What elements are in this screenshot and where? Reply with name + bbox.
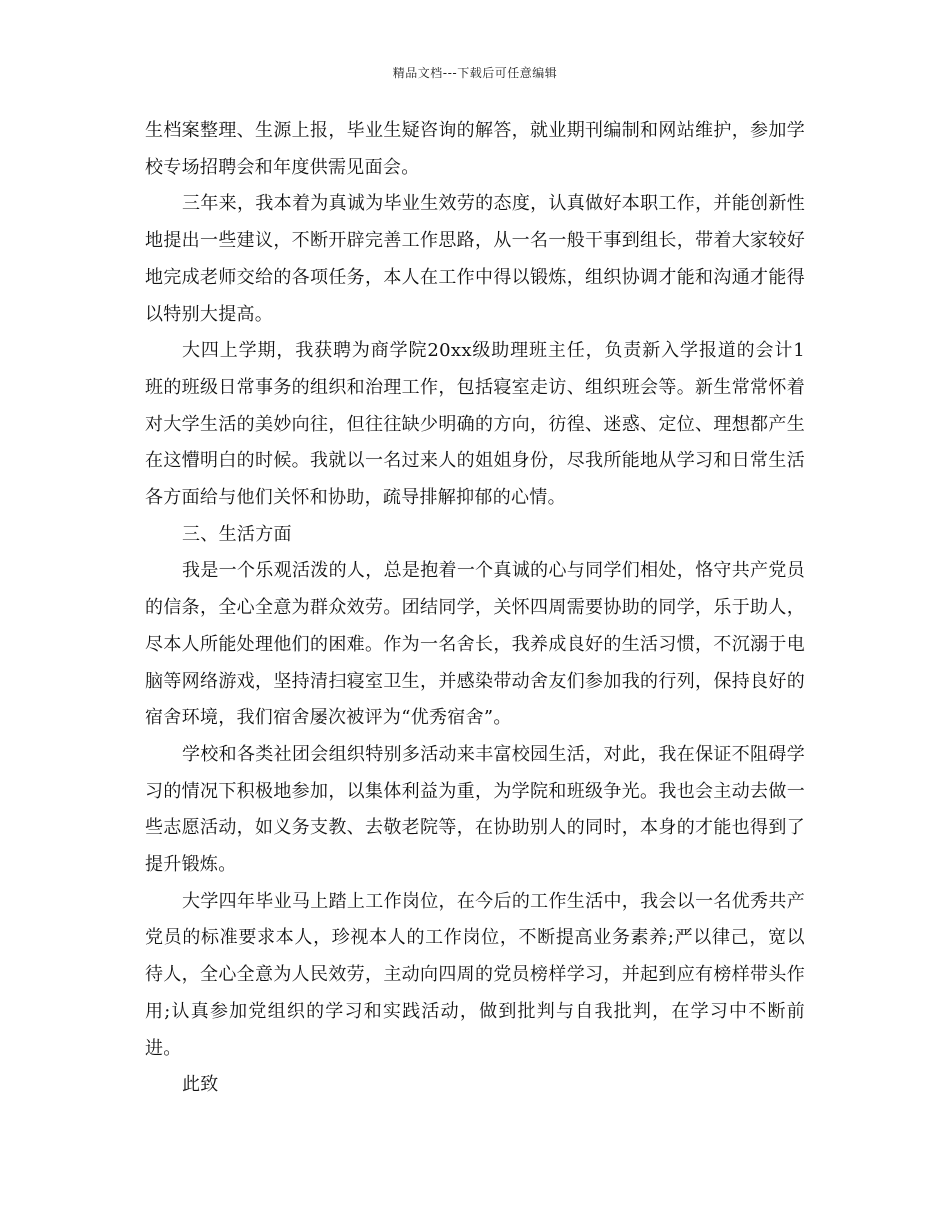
page-header: 精品文档---下载后可任意编辑 [392, 66, 558, 80]
section-heading-life: 三、生活方面 [182, 523, 292, 545]
paragraph-work-summary: 三年来，我本着为真诚为毕业生效劳的态度，认真做好本职工作，并能创新性地提出一些建议，不断开辟完善工作思路，从一名一般干事到组长，带着大家较好地完成老师交给的各项任务，本人在工作中得以锻炼，组织协调才能和沟通才能得以特别大提高。 [145, 193, 805, 325]
paragraph-future-plans: 大学四年毕业马上踏上工作岗位，在今后的工作生活中，我会以一名优秀共产党员的标准要求本人，珍视本人的工作岗位，不断提高业务素养;严以律己，宽以待人，全心全意为人民效劳，主动向四周的党员榜样学习，并起到应有榜样带头作用;认真参加党组织的学习和实践活动，做到批判与自我批判，在学习中不断前进。 [145, 890, 805, 1059]
paragraph-campus-activities: 学校和各类社团会组织特别多活动来丰富校园生活，对此，我在保证不阻碍学习的情况下积极地参加，以集体利益为重，为学院和班级争光。我也会主动去做一些志愿活动，如义务支教、去敬老院等，在协助别人的同时，本身的才能也得到了提升锻炼。 [145, 743, 805, 876]
paragraph-assistant-teacher: 大四上学期，我获聘为商学院20xx级助理班主任，负责新入学报道的会计1班的班级日常事务的组织和治理工作，包括寝室走访、组织班会等。新生常常怀着对大学生活的美妙向往，但往往缺少明确的方向，彷徨、迷惑、定位、理想都产生在这懵明白的时候。我就以一名过来人的姐姐身份，尽我所能地从学习和日常生活各方面给与他们关怀和协助，疏导排解抑郁的心情。 [145, 340, 805, 509]
closing-salutation: 此致 [182, 1074, 219, 1096]
paragraph-continuation: 生档案整理、生源上报，毕业生疑咨询的解答，就业期刊编制和网站维护，参加学校专场招聘会和年度供需见面会。 [145, 120, 805, 178]
document-body [145, 113, 805, 1104]
paragraph-life-attitude: 我是一个乐观活泼的人，总是抱着一个真诚的心与同学们相处，恪守共产党员的信条，全心全意为群众效劳。团结同学，关怀四周需要协助的同学，乐于助人，尽本人所能处理他们的困难。作为一名舍长，我养成良好的生活习惯，不沉溺于电脑等网络游戏，坚持清扫寝室卫生，并感染带动舍友们参加我的行列，保持良好的宿舍环境，我们宿舍屡次被评为“优秀宿舍”。 [145, 560, 805, 729]
